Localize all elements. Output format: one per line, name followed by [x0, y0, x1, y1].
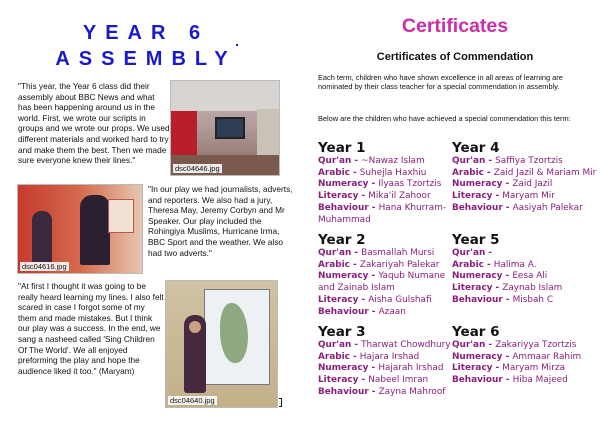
- entry-names: Yaqub Numane and Zainab Islam: [318, 271, 446, 294]
- entry-separator: -: [368, 386, 379, 397]
- year-1-block: [318, 141, 454, 226]
- entry-subject: Qur'an: [318, 248, 352, 258]
- commendation-entry: [318, 363, 456, 375]
- commendation-entry: [452, 295, 598, 307]
- entry-names: Halima A.: [493, 259, 537, 270]
- entry-subject: Qur'an: [318, 340, 352, 350]
- entry-separator: -: [351, 248, 362, 258]
- commendation-entry: [452, 179, 598, 191]
- entry-subject: Literacy: [318, 375, 359, 386]
- entry-subject: Arabic: [318, 167, 350, 178]
- entry-separator: -: [502, 294, 513, 305]
- commendation-entry: [452, 168, 598, 180]
- entry-subject: Literacy: [318, 294, 359, 305]
- entry-subject: Literacy: [452, 191, 493, 202]
- entry-names: Zaid Jazil: [512, 179, 553, 190]
- entry-names: Aasiyah Palekar: [512, 202, 583, 213]
- year-2-block: [318, 233, 454, 318]
- entry-subject: Arabic: [318, 259, 350, 270]
- entry-names: Ilyaas Tzortzis: [378, 179, 442, 190]
- year-3-block: [318, 325, 456, 399]
- photo-caption: dsc04616.jpg: [22, 262, 67, 271]
- entry-names: Hajara Irshad: [359, 351, 420, 362]
- photo-caption: dsc04640.jpg: [170, 396, 215, 405]
- commendation-entry: [318, 340, 456, 352]
- commendation-entry: [452, 191, 598, 203]
- commendation-entry: [318, 260, 454, 272]
- commendation-entry: [318, 375, 456, 387]
- photo-caption: dsc04646.jpg: [175, 164, 220, 173]
- entry-separator: -: [368, 271, 379, 282]
- entry-names: Zakariyah Palekar: [359, 259, 440, 270]
- year-heading: Year 2: [318, 232, 366, 248]
- commendation-entry: [452, 283, 598, 295]
- commendation-entry: [452, 260, 598, 272]
- entry-separator: -: [358, 191, 369, 202]
- bracket-mark: [279, 398, 282, 407]
- entry-names: ~Nawaz Islam: [361, 156, 425, 166]
- commendation-entry: [452, 363, 598, 375]
- assembly-title-line-2: ASSEMBLY: [55, 48, 237, 70]
- entry-separator: -: [502, 179, 513, 190]
- assembly-photo-1: [170, 80, 280, 176]
- commendation-entry: [318, 203, 454, 226]
- entry-separator: -: [368, 202, 379, 213]
- year-heading: Year 1: [318, 140, 366, 156]
- title-dot: [236, 44, 238, 46]
- entry-separator: -: [502, 202, 513, 213]
- commendation-entry: [318, 191, 454, 203]
- entry-subject: Literacy: [452, 283, 493, 294]
- entry-separator: -: [368, 306, 379, 317]
- certificates-title: Certificates: [401, 15, 509, 37]
- entry-subject: Numeracy: [452, 271, 503, 282]
- entry-separator: -: [483, 259, 494, 270]
- entry-separator: -: [349, 351, 360, 362]
- entry-names: Aisha Gulshafi: [368, 294, 432, 305]
- photo-figure: [80, 195, 110, 265]
- commendation-entry: [452, 340, 598, 352]
- entry-names: Zaynab Islam: [502, 283, 563, 294]
- commendation-entry: [318, 295, 454, 307]
- commendation-entry: [452, 203, 598, 215]
- entry-subject: Qur'an: [452, 248, 486, 258]
- entry-separator: -: [502, 271, 513, 282]
- entry-separator: -: [351, 156, 362, 166]
- entry-subject: Numeracy: [452, 351, 503, 362]
- year-entries: [452, 156, 598, 215]
- entry-separator: -: [502, 375, 513, 386]
- year-heading: Year 5: [452, 232, 500, 248]
- photo-side-panel: [257, 109, 279, 159]
- entry-names: Ammaar Rahim: [512, 351, 582, 362]
- photo-wall: [171, 81, 280, 111]
- entry-separator: -: [485, 156, 496, 166]
- entry-separator: -: [485, 340, 496, 350]
- entry-subject: Behaviour: [452, 202, 503, 213]
- entry-names: Azaan: [378, 306, 406, 317]
- assembly-photo-2: [17, 184, 143, 274]
- assembly-title: [46, 20, 246, 72]
- entry-separator: -: [502, 351, 513, 362]
- year-entries: [452, 248, 598, 307]
- entry-names: Suhejla Haxhiu: [359, 167, 427, 178]
- assembly-photo-3: [165, 280, 278, 408]
- commendation-entry: [318, 352, 456, 364]
- entry-subject: Qur'an: [452, 156, 486, 166]
- entry-names: Mika'il Zahoor: [368, 191, 431, 202]
- certificates-intro: Each term, children who have shown excellence in all areas of learning are nominated by their class teacher for a special commendation in assembly.: [318, 73, 563, 92]
- year-entries: [318, 248, 454, 318]
- commendation-entry: [318, 168, 454, 180]
- entry-separator: -: [485, 248, 493, 258]
- entry-subject: Numeracy: [318, 271, 369, 282]
- year-entries: [318, 340, 456, 399]
- commendation-entry: [318, 307, 454, 319]
- commendation-entry: [452, 352, 598, 364]
- entry-subject: Numeracy: [318, 363, 369, 374]
- commendation-entry: [452, 248, 598, 260]
- photo-poster: [108, 199, 134, 233]
- entry-names: Basmallah Mursi: [361, 248, 435, 258]
- entry-separator: -: [492, 363, 503, 374]
- year-heading: Year 3: [318, 324, 366, 340]
- entry-names: Zakariyya Tzortzis: [495, 340, 577, 350]
- entry-subject: Behaviour: [318, 386, 369, 397]
- entry-subject: Qur'an: [318, 156, 352, 166]
- entry-subject: Literacy: [452, 363, 493, 374]
- certificates-subtitle: Certificates of Commendation: [376, 51, 534, 63]
- entry-subject: Arabic: [452, 259, 484, 270]
- commendation-entry: [318, 271, 454, 294]
- entry-names: Maryam Mirza: [502, 363, 566, 374]
- year-4-block: [452, 141, 598, 215]
- commendation-entry: [452, 271, 598, 283]
- certificates-intro-achieved: Below are the children who have achieved a special commendation this term:: [318, 114, 571, 123]
- entry-subject: Literacy: [318, 191, 359, 202]
- entry-separator: -: [358, 294, 369, 305]
- entry-names: Hiba Majeed: [512, 375, 568, 386]
- entry-subject: Qur'an: [452, 340, 486, 350]
- entry-names: Tharwat Chowdhury: [361, 340, 451, 350]
- commendation-entry: [452, 375, 598, 387]
- entry-separator: -: [368, 179, 379, 190]
- commendation-entry: [452, 156, 598, 168]
- entry-separator: -: [349, 259, 360, 270]
- entry-separator: -: [492, 191, 503, 202]
- assembly-paragraph-3: "At first I thought it was going to be really heard learning my lines. I also felt scared in case I forgot some of my them and made mistakes. But I think our play was a success. In the end, we sang a nasheed called 'Sing Children Of The World'. We all enjoyed preforming the play and hope the audience liked it too." (Maryam): [18, 281, 164, 376]
- entry-subject: Behaviour: [318, 202, 369, 213]
- commendation-entry: [318, 387, 456, 399]
- photo-figure: [32, 211, 52, 263]
- entry-subject: Numeracy: [318, 179, 369, 190]
- year-entries: [318, 156, 454, 226]
- entry-separator: -: [483, 167, 494, 178]
- entry-subject: Behaviour: [318, 306, 369, 317]
- entry-names: Hajarah Irshad: [378, 363, 444, 374]
- entry-names: Maryam Mir: [502, 191, 555, 202]
- commendation-entry: [318, 156, 454, 168]
- entry-names: Eesa Ali: [512, 271, 548, 282]
- entry-separator: -: [349, 167, 360, 178]
- entry-names: Nabeel Imran: [368, 375, 429, 386]
- photo-red-panel: [171, 111, 197, 155]
- entry-subject: Behaviour: [452, 375, 503, 386]
- entry-names: Zayna Mahroof: [378, 386, 446, 397]
- commendation-entry: [318, 179, 454, 191]
- year-entries: [452, 340, 598, 387]
- entry-separator: -: [351, 340, 362, 350]
- year-heading: Year 4: [452, 140, 500, 156]
- assembly-paragraph-1: "This year, the Year 6 class did their assembly about BBC News and what has been happening around us in the world. First, we wrote our scripts in groups and we wrote our props. We used different materials and worked hard to try and make them the best. Then we made sure everyone knew their lines.": [18, 81, 170, 166]
- year-heading: Year 6: [452, 324, 500, 340]
- entry-subject: Behaviour: [452, 294, 503, 305]
- entry-names: Misbah C: [512, 294, 554, 305]
- entry-names: Zaid Jazil & Mariam Mir: [493, 167, 597, 178]
- entry-subject: Arabic: [318, 351, 350, 362]
- photo-face: [189, 321, 201, 333]
- entry-separator: -: [358, 375, 369, 386]
- entry-separator: -: [368, 363, 379, 374]
- year-6-block: [452, 325, 598, 387]
- entry-names: Saffiya Tzortzis: [495, 156, 563, 166]
- entry-separator: -: [492, 283, 503, 294]
- assembly-title-line-1: YEAR 6: [82, 22, 210, 44]
- entry-subject: Numeracy: [452, 179, 503, 190]
- year-5-block: [452, 233, 598, 307]
- photo-screen: [215, 117, 245, 139]
- commendation-entry: [318, 248, 454, 260]
- entry-names: Hana Khurram-Muhammad: [318, 202, 447, 225]
- assembly-paragraph-2: "In our play we had journalists, adverts, and reporters. We also had a jury, Theresa May, Jeremy Corbyn and Mr Speaker. Our play included the Rohingiya Muslims, Hurricane Irma, BBC Sport and the weather. We also had two adverts.": [148, 184, 293, 258]
- entry-subject: Arabic: [452, 167, 484, 178]
